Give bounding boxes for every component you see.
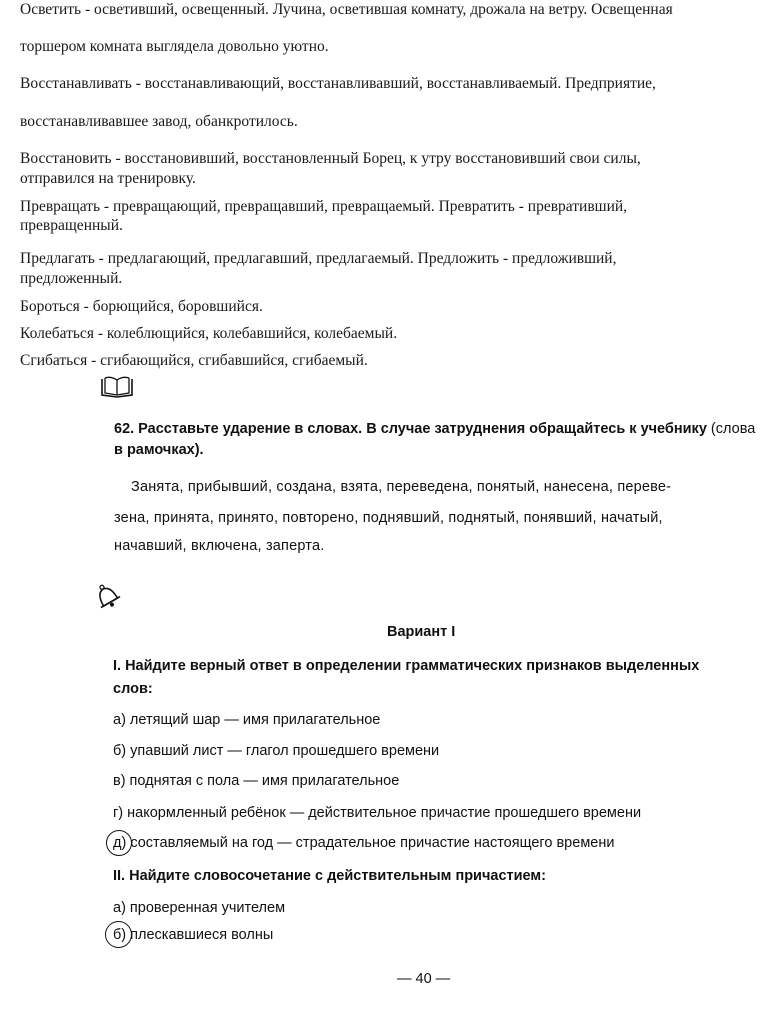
question-1-option-selected: д) составляемый на год — страдательное причастие настоящего времени — [113, 835, 615, 851]
answer-line: превращенный. — [20, 217, 123, 234]
answer-line: Восстанавливать - восстанавливающий, восстанавливавший, восстанавливаемый. Предприятие, — [20, 75, 656, 92]
answer-line: Восстановить - восстановивший, восстановленный Борец, к утру восстановивший свои силы, — [20, 150, 641, 167]
variant-title: Вариант I — [387, 624, 456, 640]
answer-line: отправился на тренировку. — [20, 170, 196, 187]
question-1-option: в) поднятая с пола — имя прилагательное — [113, 773, 400, 789]
answer-circle-mark — [106, 830, 132, 856]
exercise-heading-line2: в рамочках). — [114, 442, 204, 458]
answer-line: Бороться - борющийся, боровшийся. — [20, 298, 263, 315]
book-icon — [100, 376, 134, 398]
question-1-title-line2: слов: — [113, 681, 153, 697]
exercise-words-line: зена, принята, принято, повторено, поднявший, поднятый, понявший, начатый, — [114, 510, 663, 526]
answer-line: восстанавливавшее завод, обанкротилось. — [20, 113, 298, 130]
question-2-option-selected: б) плескавшиеся волны — [113, 927, 274, 943]
answer-line: предложенный. — [20, 270, 123, 287]
answer-line: торшером комната выглядела довольно уютно. — [20, 38, 329, 55]
bell-icon — [90, 581, 124, 611]
question-1-option: б) упавший лист — глагол прошедшего времени — [113, 743, 440, 759]
answer-line: Сгибаться - сгибающийся, сгибавшийся, сгибаемый. — [20, 352, 368, 369]
answer-line: Превращать - превращающий, превращавший, превращаемый. Превратить - превративший, — [20, 198, 628, 215]
question-1-title: I. Найдите верный ответ в определении грамматических признаков выделенных — [113, 658, 700, 674]
exercise-heading-tail: (слова — [710, 421, 756, 437]
exercise-heading — [114, 421, 755, 437]
answer-line: Осветить - осветивший, освещенный. Лучина, осветившая комнату, дрожала на ветру. Освещенная — [20, 1, 673, 18]
question-1-option: г) накормленный ребёнок — действительное причастие прошедшего времени — [113, 805, 642, 821]
answer-line: Колебаться - колеблющийся, колебавшийся, колебаемый. — [20, 325, 398, 342]
question-2-option: а) проверенная учителем — [113, 900, 286, 916]
answer-line: Предлагать - предлагающий, предлагавший, предлагаемый. Предложить - предложивший, — [20, 250, 617, 267]
question-1-option: а) летящий шар — имя прилагательное — [113, 712, 381, 728]
exercise-words-line: начавший, включена, заперта. — [114, 538, 325, 554]
question-2-title: II. Найдите словосочетание с действительным причастием: — [113, 868, 546, 884]
exercise-heading-main: 62. Расставьте ударение в словах. В случае затруднения обращайтесь к учебнику — [114, 421, 707, 437]
page-number: — 40 — — [397, 971, 451, 987]
exercise-words-line: Занята, прибывший, создана, взята, переведена, понятый, нанесена, переве- — [131, 479, 672, 495]
answer-circle-mark — [105, 921, 132, 948]
